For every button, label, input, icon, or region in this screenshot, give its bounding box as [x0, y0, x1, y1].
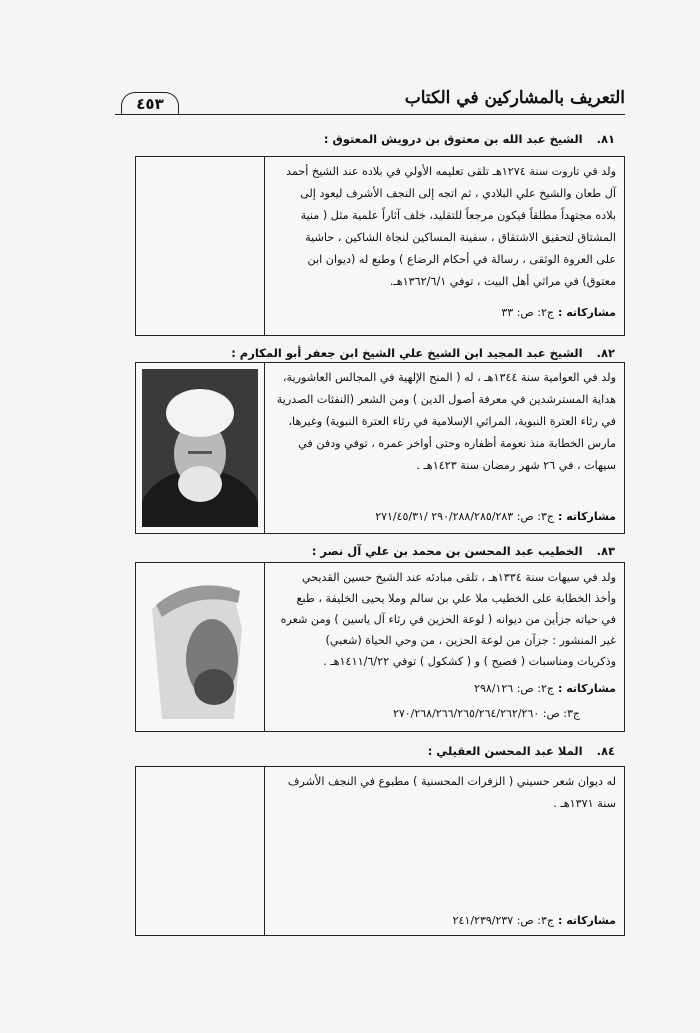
- empty-photo-frame: [136, 157, 265, 335]
- biography-text: [274, 567, 616, 672]
- entry-title: [231, 346, 615, 360]
- bio-line: في رثاء العترة النبوية، المراثي الإسلامية في رثاء العترة النبوية) وغيرها،: [288, 415, 616, 428]
- contributions-label: مشاركاته :: [557, 682, 616, 695]
- bio-line: في حياته جزأين من ديوانه ( لوعة الحزين في رثاء آل ياسين ) ومن شعره: [280, 613, 616, 626]
- contributions: [274, 681, 616, 697]
- bio-line: ولد في تاروت سنة ١٢٧٤هـ تلقى تعليمه الأولي في بلاده عند الشيخ أحمد: [285, 165, 616, 178]
- contributions-value: ج٣: ص: ٢٤١/٢٣٩/٢٣٧: [452, 914, 554, 927]
- entry-box: [135, 156, 625, 336]
- entry-title: [312, 544, 615, 558]
- empty-photo-frame: [136, 767, 265, 935]
- running-title: التعريف بالمشاركين في الكتاب: [404, 88, 625, 108]
- bio-line: مارس الخطابة منذ نعومة أظفاره وحتى أواخر عمره ، توفي ودفن في: [298, 437, 616, 450]
- bio-line: وذكريات ومناسبات ( فصيح ) و ( كشكول ) توفي ١٤١١/٦/٢٢هـ .: [323, 655, 616, 668]
- bio-line: آل طعان والشيخ علي البلادي ، ثم اتجه إلى النجف الأشرف ليعود إلى: [300, 187, 616, 200]
- entry-title: [428, 744, 615, 758]
- contributions: [274, 913, 616, 929]
- bio-line: سنة ١٣٧١هـ .: [553, 797, 616, 810]
- entry-name: الشيخ عبد الله بن معتوق بن درويش المعتوق :: [323, 132, 583, 146]
- contributions: [274, 305, 616, 321]
- contributions: [274, 509, 616, 525]
- contributions-label: مشاركاته :: [557, 510, 616, 523]
- entry-box: [135, 362, 625, 534]
- page-header: [115, 86, 625, 115]
- biography-text: [274, 367, 616, 477]
- biography-text: [274, 161, 616, 293]
- entry-name: الشيخ عبد المجيد ابن الشيخ علي الشيخ ابن جعفر أبو المكارم :: [231, 346, 583, 360]
- biography-text: [274, 771, 616, 815]
- contributions-value: ج٢: ص: ٣٣: [501, 306, 554, 319]
- bio-line: هداية المسترشدين في معرفة أصول الدين ) ومن الشعر (النفثات الصدرية: [276, 393, 616, 406]
- bio-line: على العروة الوثقى ، رسالة في أحكام الرضاع ) وطبع له (ديوان ابن: [307, 253, 616, 266]
- contributions-label: مشاركاته :: [557, 306, 616, 319]
- entry-number: ٨٢.: [596, 346, 615, 360]
- entry-number: ٨٣.: [596, 544, 615, 558]
- bio-line: له ديوان شعر حسيني ( الزفرات المحسنية ) مطبوع في النجف الأشرف: [287, 775, 616, 788]
- bio-line: ولد في سيهات سنة ١٣٣٤هـ ، تلقى مبادئه عند الشيخ حسين القديحي: [301, 571, 616, 584]
- bio-line: سيهات ، في ٢٦ شهر رمضان سنة ١٤٢٣هـ .: [416, 459, 616, 472]
- portrait-photo: [142, 369, 258, 527]
- entry-name: الملا عبد المحسن العقيلي :: [427, 744, 583, 758]
- contributions-value-2: ج٣: ص: ٢٧٠/٢٦٨/٢٦٦/٢٦٥/٢٦٤/٢٦٢/٢٦٠: [392, 707, 580, 720]
- portrait-frame: [136, 563, 265, 731]
- bio-line: وأخذ الخطابة على الخطيب ملا علي بن سالم وملا يحيى الخليفة ، طبع: [296, 592, 616, 605]
- entry-number: ٨١.: [596, 132, 615, 146]
- contributions-value: ج٢: ص: ٢٩٨/١٢٦: [474, 682, 554, 695]
- entry-name: الخطيب عبد المحسن بن محمد بن علي آل نصر :: [311, 544, 583, 558]
- bio-line: بلاده مجتهداً مطلقاً فيكون مرجعاً للتقليد، خلف آثاراً علمية مثل ( منية: [300, 209, 616, 222]
- contributions-value: ج٣: ص: ٢٩٠/٢٨٨/٢٨٥/٢٨٣ /٢٧١/٤٥/٣١: [375, 510, 554, 523]
- entry-number: ٨٤.: [596, 744, 615, 758]
- bio-line: ولد في العوامية سنة ١٣٤٤هـ ، له ( المنح الإلهية في المجالس العاشورية،: [282, 371, 616, 384]
- bio-line: معتوق) في مراثي أهل البيت ، توفي ١٣٦٢/٦/١هـ.: [389, 275, 616, 288]
- page-number: ٤٥٣: [121, 92, 179, 115]
- bio-line: المشتاق لتحقيق الاشتقاق ، سفينة المساكين لنجاة الشاكين ، حاشية: [305, 231, 616, 244]
- entry-box: [135, 766, 625, 936]
- portrait-photo: [142, 569, 258, 725]
- bio-line: غير المنشور : جزآن من لوعة الحزين ، من وحي الحياة (شعبي): [325, 634, 616, 647]
- portrait-frame: [136, 363, 265, 533]
- contributions-label: مشاركاته :: [557, 914, 616, 927]
- entry-box: [135, 562, 625, 732]
- entry-title: [324, 132, 615, 146]
